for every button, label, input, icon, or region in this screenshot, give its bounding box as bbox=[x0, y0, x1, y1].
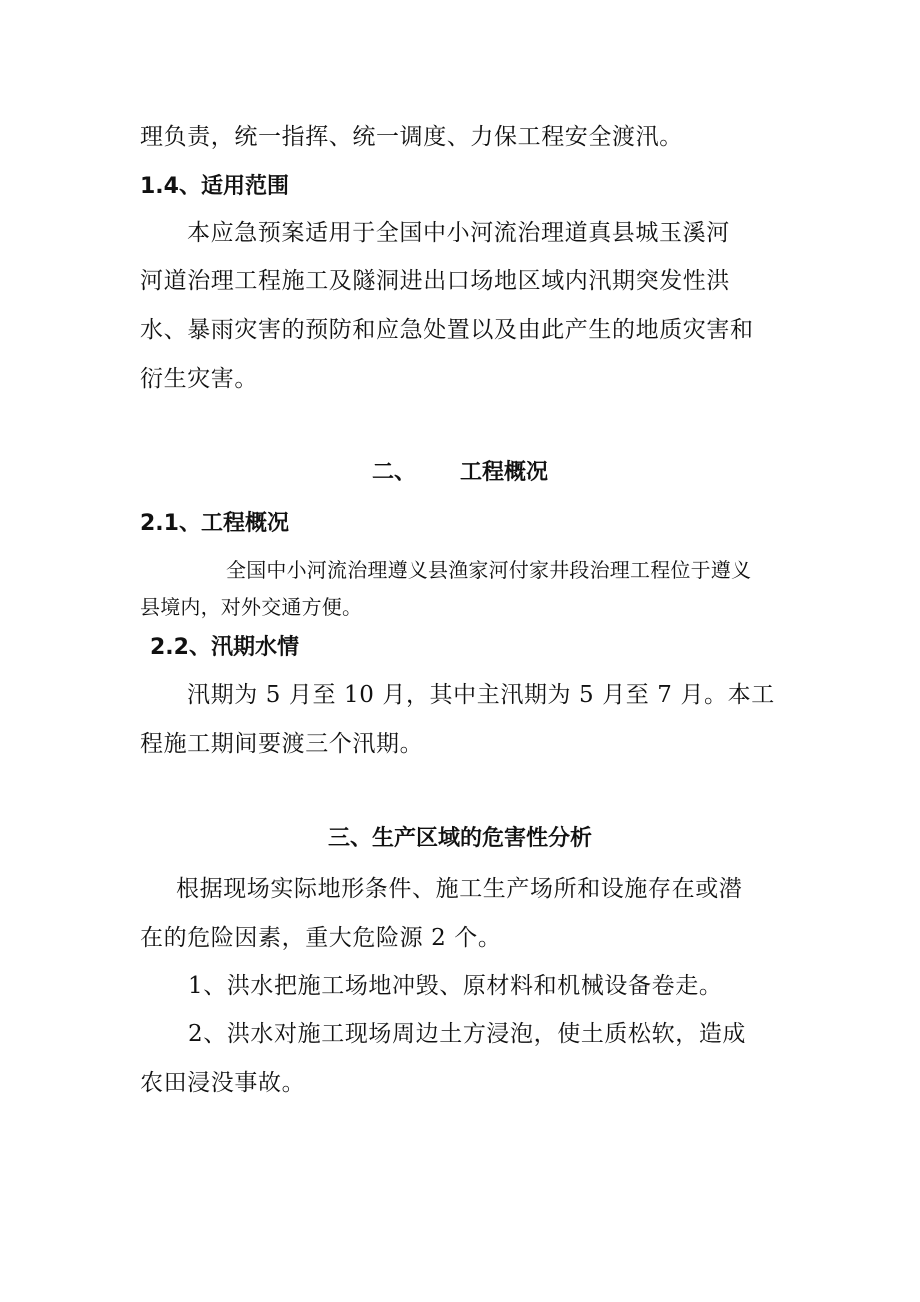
intro-tail-line: 理负责，统一指挥、统一调度、力保工程安全渡汛。 bbox=[140, 124, 683, 150]
paragraph-line: 程施工期间要渡三个汛期。 bbox=[140, 731, 424, 757]
list-item: 2、洪水对施工现场周边土方浸泡，使土质松软，造成 bbox=[188, 1021, 747, 1047]
paragraph-line: 在的危险因素，重大危险源 2 个。 bbox=[140, 925, 502, 951]
section-2-1-heading: 2.1、工程概况 bbox=[140, 511, 289, 536]
paragraph-line: 本应急预案适用于全国中小河流治理道真县城玉溪河 bbox=[187, 220, 730, 246]
paragraph-line: 水、暴雨灾害的预防和应急处置以及由此产生的地质灾害和 bbox=[140, 317, 754, 343]
chapter-2-heading bbox=[0, 462, 920, 484]
paragraph-line: 县境内，对外交通方便。 bbox=[140, 595, 363, 619]
section-1-4-heading: 1.4、适用范围 bbox=[140, 174, 289, 199]
paragraph-line: 衍生灾害。 bbox=[140, 366, 258, 392]
paragraph-line: 根据现场实际地形条件、施工生产场所和设施存在或潜 bbox=[176, 876, 743, 902]
chapter-2-title: 工程概况 bbox=[460, 460, 549, 485]
paragraph-line: 汛期为 5 月至 10 月，其中主汛期为 5 月至 7 月。本工 bbox=[187, 682, 775, 708]
paragraph-line: 全国中小河流治理遵义县渔家河付家井段治理工程位于遵义 bbox=[226, 558, 752, 582]
chapter-3-heading: 三、生产区域的危害性分析 bbox=[327, 826, 592, 851]
paragraph-line: 农田浸没事故。 bbox=[140, 1070, 306, 1096]
list-item: 1、洪水把施工场地冲毁、原材料和机械设备卷走。 bbox=[188, 973, 723, 999]
section-2-2-heading: 2.2、汛期水情 bbox=[150, 635, 299, 660]
chapter-2-number: 二、 bbox=[371, 460, 416, 485]
paragraph-line: 河道治理工程施工及隧洞进出口场地区域内汛期突发性洪 bbox=[140, 268, 730, 294]
